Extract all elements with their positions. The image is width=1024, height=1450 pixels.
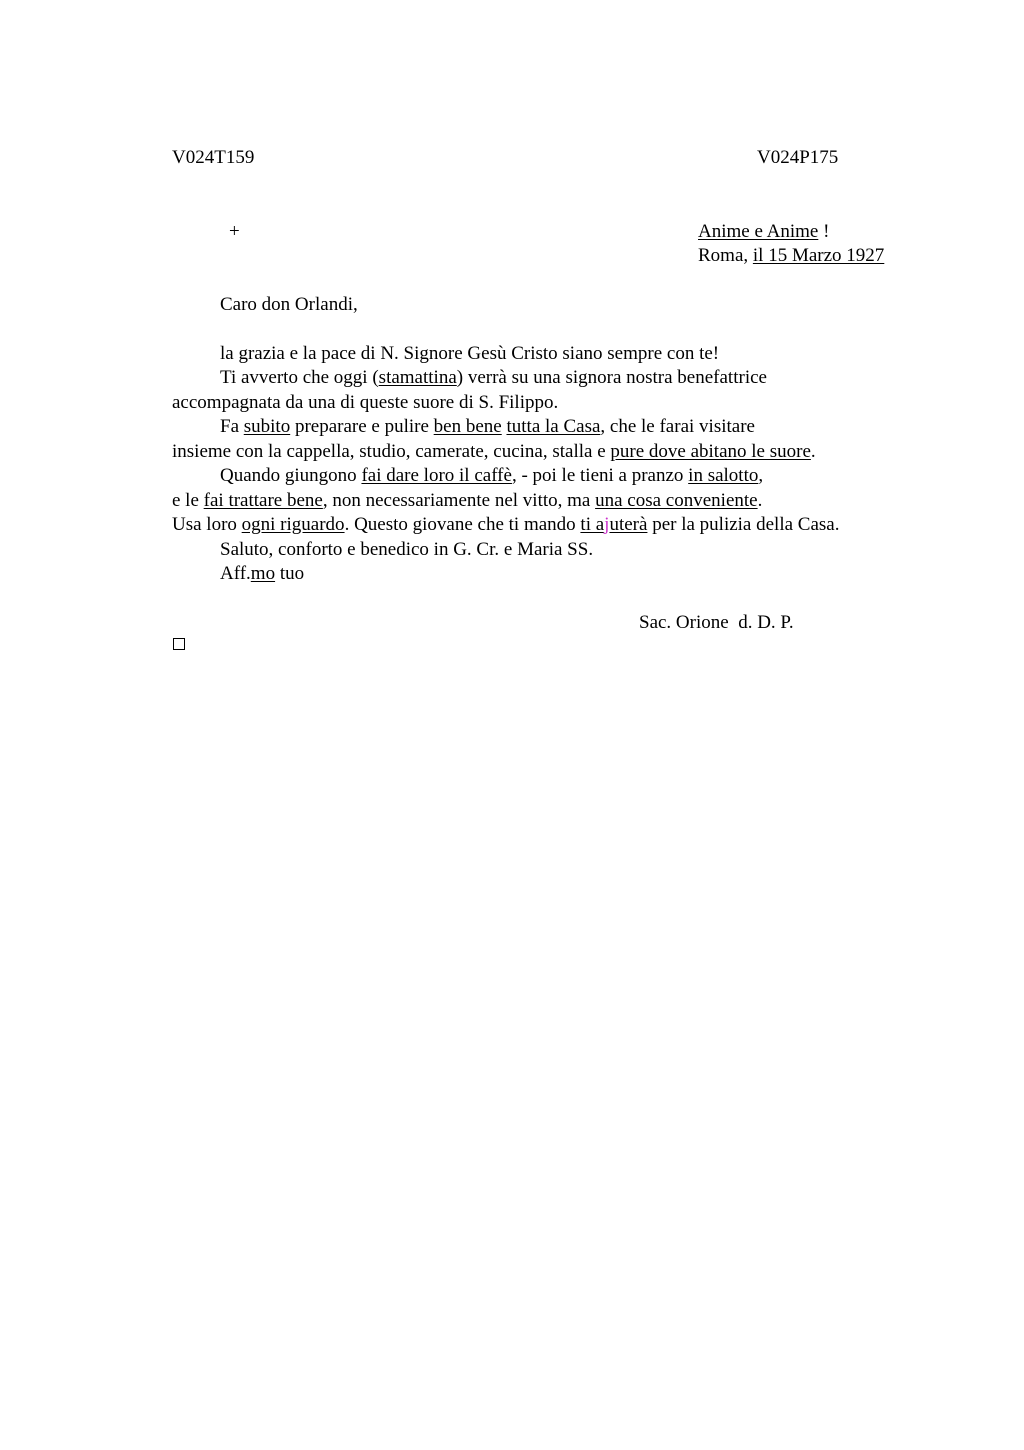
underlined-segment: subito	[243, 416, 291, 437]
empty-square-icon	[173, 638, 185, 650]
closing-line	[220, 562, 304, 586]
underlined-segment: ogni riguardo	[241, 514, 345, 535]
text-segment: Aff.	[220, 563, 251, 584]
underlined-segment: pure dove abitano le suore	[610, 441, 811, 462]
text-segment: insieme con la cappella, studio, camerate, cucina, stalla e	[172, 441, 611, 462]
underlined-segment: uterà	[609, 514, 648, 535]
text-segment: Fa	[220, 416, 244, 437]
underlined-segment: una cosa conveniente	[595, 490, 758, 511]
highlighted-letter: j	[604, 514, 610, 535]
motto-suffix: !	[818, 221, 830, 242]
underlined-segment: mo	[250, 563, 276, 584]
body-line-8	[172, 513, 839, 537]
signature: Sac. Orione d. D. P.	[639, 612, 794, 633]
place: Roma,	[698, 245, 753, 266]
text-segment: preparare e pulire	[290, 416, 434, 437]
underlined-segment: fai trattare bene	[203, 490, 323, 511]
text-segment: Usa loro	[172, 514, 242, 535]
text-segment: ) verrà su una signora nostra benefattrice	[456, 367, 767, 388]
text-segment: , che le farai visitare	[600, 416, 755, 437]
underlined-segment: ben bene	[433, 416, 502, 437]
salutation: Caro don Orlandi,	[220, 294, 358, 315]
underlined-segment: in salotto	[688, 465, 759, 486]
text-segment: per la pulizia della Casa.	[647, 514, 840, 535]
text-segment: , non necessariamente nel vitto, ma	[322, 490, 596, 511]
text-segment: ,	[758, 465, 764, 486]
body-line-5	[172, 440, 816, 464]
body-line-9: Saluto, conforto e benedico in G. Cr. e Maria SS.	[220, 539, 594, 560]
text-segment: Quando giungono	[220, 465, 362, 486]
underlined-segment: stamattina	[378, 367, 457, 388]
body-line-4	[220, 415, 755, 439]
underlined-segment: fai dare loro il caffè	[361, 465, 512, 486]
body-line-3: accompagnata da una di queste suore di S. Filippo.	[172, 392, 559, 413]
body-line-7	[172, 489, 762, 513]
date: il 15 Marzo 1927	[752, 245, 885, 266]
text-segment: , - poi le tieni a pranzo	[511, 465, 689, 486]
body-line-1: la grazia e la pace di N. Signore Gesù Cristo siano sempre con te!	[220, 343, 720, 364]
underlined-segment: ti a	[580, 514, 605, 535]
text-segment: .	[757, 490, 763, 511]
body-line-2	[220, 366, 767, 390]
text-segment: tuo	[275, 563, 305, 584]
cross-mark: +	[229, 221, 240, 242]
underlined-segment: tutta la Casa	[506, 416, 601, 437]
motto-text: Anime e Anime	[698, 221, 819, 242]
header-left-code: V024T159	[172, 147, 255, 168]
motto-line	[698, 220, 829, 244]
body-line-6	[220, 464, 763, 488]
place-date-line	[698, 244, 884, 268]
text-segment: Ti avverto che oggi (	[220, 367, 379, 388]
text-segment: e le	[172, 490, 204, 511]
text-segment: .	[810, 441, 816, 462]
text-segment: . Questo giovane che ti mando	[344, 514, 581, 535]
header-right-code: V024P175	[757, 147, 839, 168]
